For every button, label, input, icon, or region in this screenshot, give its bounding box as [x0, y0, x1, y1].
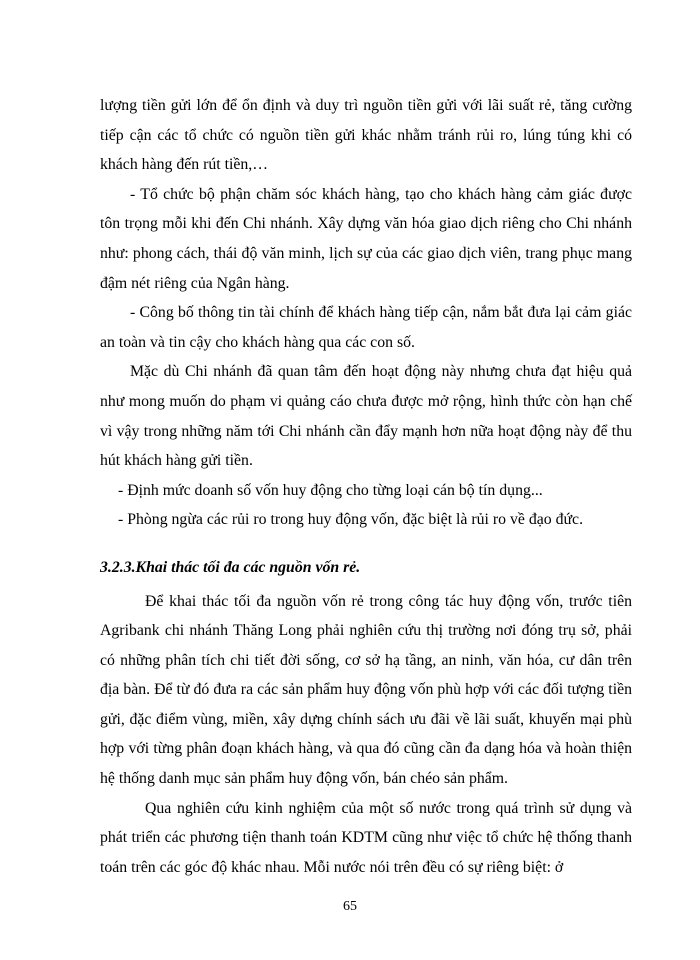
bullet-deposit-quota: - Định mức doanh số vốn huy động cho từng loại cán bộ tín dụng...	[118, 481, 543, 499]
section-heading: 3.2.3.Khai thác tối đa các nguồn vốn rẻ.	[100, 558, 361, 576]
bullet-financial-disclosure: - Công bố thông tin tài chính để khách hàng tiếp cận, nắm bắt đưa lại cảm giác an toàn và tin cậy cho khách hàng qua các con số.	[100, 304, 632, 351]
page-number: 65	[343, 899, 357, 914]
paragraph-cheap-capital: Để khai thác tối đa nguồn vốn rẻ trong công tác huy động vốn, trước tiên Agribank chi nhánh Thăng Long phải nghiên cứu thị trường nơi đóng trụ sở, phải có những phân tích chi tiết đời sống, cơ sở hạ tầng, an ninh, văn hóa, cư dân trên địa bàn. Để từ đó đưa ra các sản phẩm huy động vốn phù hợp với các đối tượng tiền gửi, đặc điểm vùng, miền, xây dựng chính sách ưu đãi về lãi suất, khuyến mại phù hợp với từng phân đoạn khách hàng, và qua đó cũng cần đa dạng hóa và hoàn thiện hệ thống danh mục sản phẩm huy động vốn, bán chéo sản phẩm.	[100, 592, 632, 788]
paragraph-experience: Qua nghiên cứu kinh nghiệm của một số nước trong quá trình sử dụng và phát triển các phương tiện thanh toán KDTM cũng như việc tổ chức hệ thống thanh toán trên các góc độ khác nhau. Mỗi nước nói trên đều có sự riêng biệt: ở	[100, 799, 632, 876]
paragraph-advertising: Mặc dù Chi nhánh đã quan tâm đến hoạt động này nhưng chưa đạt hiệu quả như mong muốn do phạm vi quảng cáo chưa được mở rộng, hình thức còn hạn chế vì vậy trong những năm tới Chi nhánh cần đẩy mạnh hơn nữa hoạt động này để thu hút khách hàng gửi tiền.	[100, 363, 632, 470]
body-text	[100, 91, 632, 882]
bullet-risk-prevention: - Phòng ngừa các rủi ro trong huy động vốn, đặc biệt là rủi ro về đạo đức.	[118, 511, 584, 529]
bullet-customer-care: - Tổ chức bộ phận chăm sóc khách hàng, tạo cho khách hàng cảm giác được tôn trọng mỗi khi đến Chi nhánh. Xây dựng văn hóa giao dịch riêng cho Chi nhánh như: phong cách, thái độ văn minh, lịch sự của các giao dịch viên, trang phục mang đậm nét riêng của Ngân hàng.	[100, 185, 632, 292]
paragraph-deposit-continuation: lượng tiền gửi lớn để ổn định và duy trì nguồn tiền gửi với lãi suất rẻ, tăng cường tiếp cận các tổ chức có nguồn tiền gửi khác nhằm tránh rủi ro, lúng túng khi có khách hàng đến rút tiền,…	[100, 97, 632, 174]
